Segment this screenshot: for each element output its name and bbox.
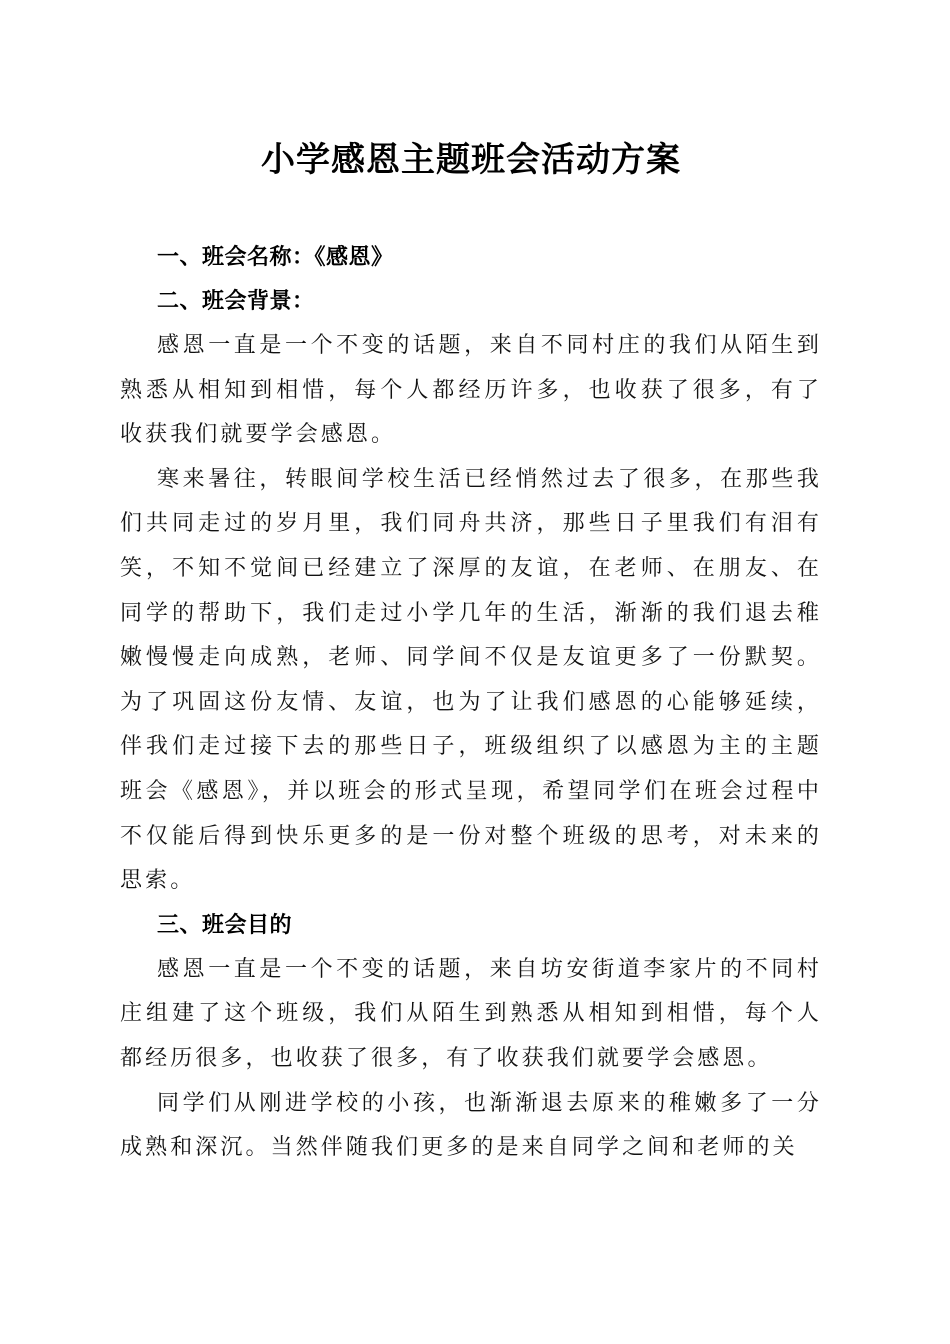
document-body <box>120 236 822 1171</box>
document-title: 小学感恩主题班会活动方案 <box>261 140 681 180</box>
background-paragraph-2: 寒来暑往，转眼间学校生活已经悄然过去了很多，在那些我们共同走过的岁月里，我们同舟共济，那些日子里我们有泪有笑，不知不觉间已经建立了深厚的友谊，在老师、在朋友、在同学的帮助下，我们走过小学几年的生活，渐渐的我们退去稚嫩慢慢走向成熟，老师、同学间不仅是友谊更多了一份默契。为了巩固这份友情、友谊，也为了让我们感恩的心能够延续，伴我们走过接下去的那些日子，班级组织了以感恩为主的主题班会《感恩》，并以班会的形式呈现，希望同学们在班会过程中不仅能后得到快乐更多的是一份对整个班级的思考，对未来的思索。 <box>120 466 822 894</box>
purpose-paragraph-1: 感恩一直是一个不变的话题，来自坊安街道李家片的不同村庄组建了这个班级，我们从陌生到熟悉从相知到相惜，每个人都经历很多，也收获了很多，有了收获我们就要学会感恩。 <box>120 956 822 1071</box>
section-heading-purpose: 三、班会目的 <box>157 912 293 938</box>
background-paragraph-1: 感恩一直是一个不变的话题，来自不同村庄的我们从陌生到熟悉从相知到相惜，每个人都经历许多，也收获了很多，有了收获我们就要学会感恩。 <box>120 333 822 448</box>
section-heading-name: 一、班会名称：《感恩》 <box>157 245 394 270</box>
purpose-paragraph-2: 同学们从刚进学校的小孩，也渐渐退去原来的稚嫩多了一分成熟和深沉。当然伴随我们更多的是来自同学之间和老师的关 <box>120 1090 822 1161</box>
section-heading-background: 二、班会背景： <box>157 289 315 314</box>
